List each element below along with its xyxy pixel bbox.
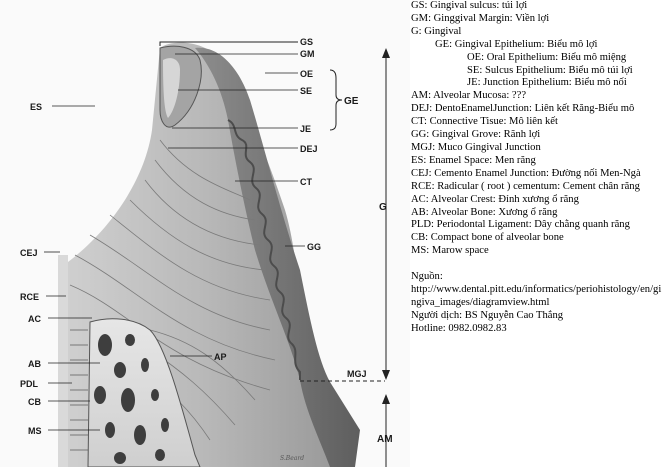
legend-g: G: Gingival: [411, 25, 462, 37]
label-ac: AC: [28, 314, 41, 324]
legend-gs: GS: Gingival sulcus: túi lợi: [411, 0, 528, 11]
label-ms: MS: [28, 426, 42, 436]
label-se: SE: [300, 86, 313, 96]
label-pdl: PDL: [20, 379, 38, 389]
source-label: Nguồn:: [411, 271, 443, 283]
label-ab: AB: [28, 359, 41, 369]
legend-gg: GG: Gingival Grove: Rãnh lợi: [411, 129, 541, 141]
label-gg: GG: [307, 242, 322, 252]
label-cb: CB: [28, 397, 41, 407]
label-am: AM: [377, 434, 393, 445]
label-rce: RCE: [20, 292, 40, 302]
label-mgj: MGJ: [347, 369, 367, 379]
source-url: http://www.dental.pitt.edu/informatics/periohistology/en/gingiva_images/diagramview.html: [411, 284, 662, 308]
label-gm: GM: [300, 49, 315, 59]
label-oe: OE: [300, 69, 314, 79]
legend-ac: AC: Alveolar Crest: Đỉnh xương ổ răng: [411, 193, 579, 205]
legend-es: ES: Enamel Space: Men răng: [411, 154, 536, 166]
label-g: G: [379, 202, 387, 213]
label-je: JE: [300, 124, 312, 134]
translator-credit: Người dịch: BS Nguyễn Cao Thắng: [411, 309, 564, 321]
hotline: Hotline: 0982.0982.83: [411, 322, 507, 334]
label-ge: GE: [344, 96, 359, 107]
label-cej: CEJ: [20, 248, 38, 258]
legend-je: JE: Junction Epithelium: Biểu mô nối: [467, 77, 627, 89]
root-cementum-band: [58, 255, 68, 467]
legend-mgj: MGJ: Muco Gingival Junction: [411, 141, 541, 153]
legend-se: SE: Sulcus Epithelium: Biểu mô túi lợi: [467, 64, 633, 76]
legend-ab: AB: Alveolar Bone: Xương ổ răng: [411, 206, 558, 218]
legend-cb: CB: Compact bone of alveolar bone: [411, 232, 564, 244]
label-gs: GS: [300, 37, 314, 47]
legend-pld: PLD: Periodontal Ligament: Dây chằng quanh răng: [411, 219, 630, 231]
label-dej: DEJ: [300, 144, 318, 154]
label-ct: CT: [300, 177, 312, 187]
label-ap: AP: [214, 352, 227, 362]
legend-panel: [411, 0, 662, 467]
legend-rce: RCE: Radicular ( root ) cementum: Cement chân răng: [411, 180, 640, 192]
legend-gm: GM: Ginggival Margin: Viền lợi: [411, 12, 550, 24]
label-es: ES: [30, 102, 43, 112]
artist-signature: S.Beard: [280, 455, 305, 462]
legend-ge: GE: Gingival Epithelium: Biểu mô lợi: [435, 38, 598, 50]
legend-dej: DEJ: DentoEnamelJunction: Liên kết Răng-Biểu mô: [411, 103, 635, 115]
legend-oe: OE: Oral Epithelium: Biểu mô miệng: [467, 51, 627, 63]
legend-am: AM: Alveolar Mucosa: ???: [411, 90, 527, 102]
legend-cej: CEJ: Cemento Enamel Junction: Đường nối Men-Ngà: [411, 167, 641, 179]
legend-ms: MS: Marow space: [411, 245, 489, 257]
legend-ct: CT: Connective Tisue: Mô liên kết: [411, 116, 558, 128]
